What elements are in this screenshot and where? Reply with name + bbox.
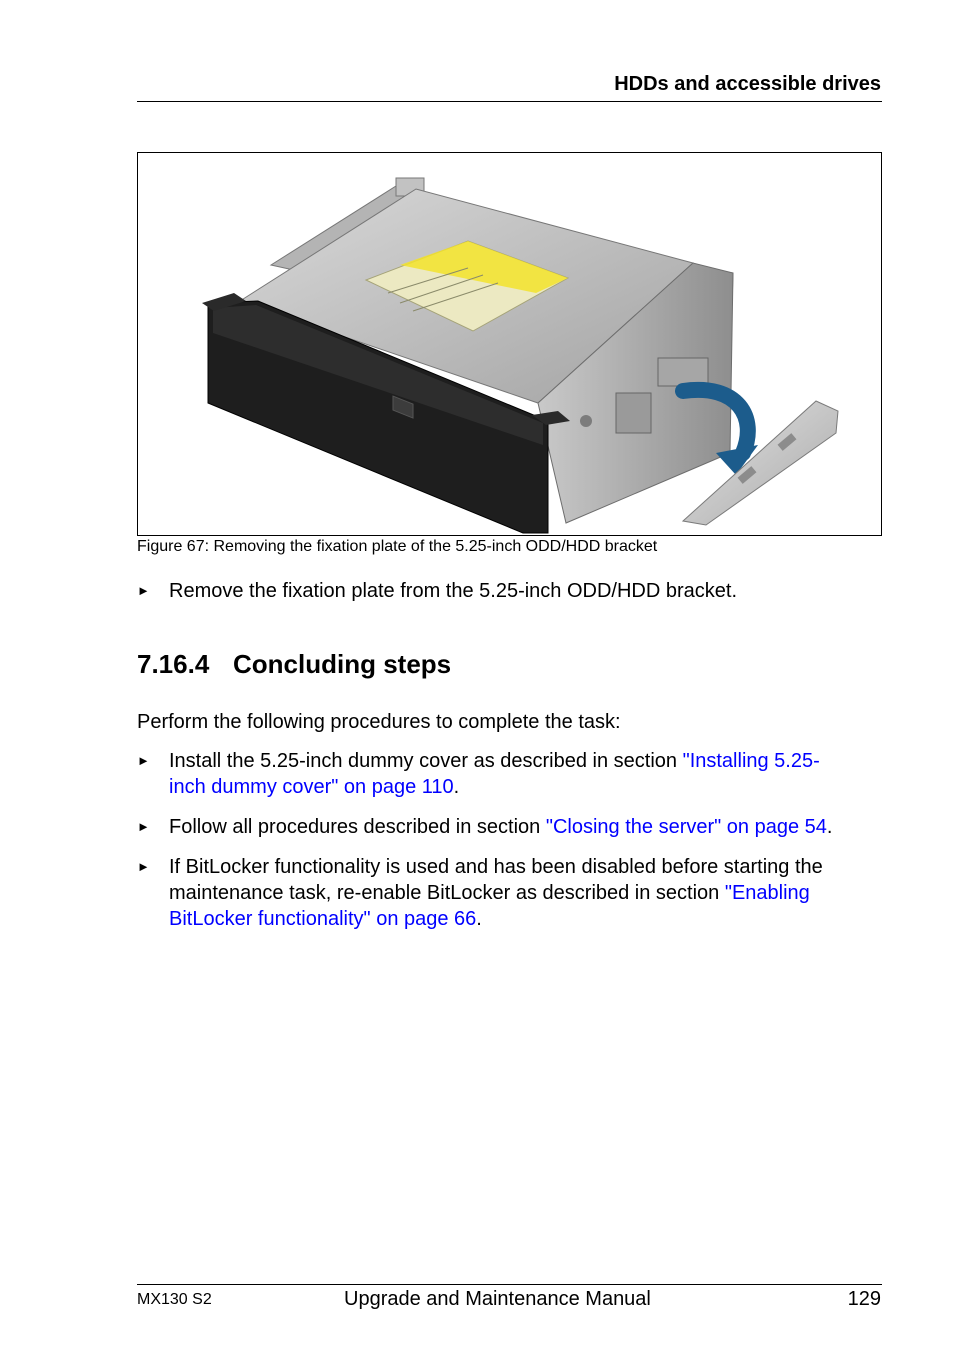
step-text-end: . bbox=[826, 816, 833, 838]
link-installing-dummy-cover[interactable]: "Installing 5.25- bbox=[682, 750, 820, 772]
footer-model: MX130 S2 bbox=[137, 1291, 212, 1308]
bullet-arrow-icon: ► bbox=[137, 583, 150, 598]
step-text: If BitLocker functionality is used and has been disabled before starting the bbox=[169, 856, 823, 878]
link-closing-server[interactable]: "Closing the server" on page 54 bbox=[545, 816, 827, 838]
step-closing-server bbox=[137, 814, 882, 840]
figure-frame bbox=[137, 152, 882, 536]
bullet-arrow-icon: ► bbox=[137, 819, 150, 834]
link-installing-dummy-cover-cont[interactable]: inch dummy cover" on page 110 bbox=[169, 776, 454, 798]
link-enabling-bitlocker[interactable]: "Enabling bbox=[724, 882, 810, 904]
step-text: Install the 5.25-inch dummy cover as described in section bbox=[169, 750, 683, 772]
section-title: Concluding steps bbox=[233, 649, 452, 679]
running-header: HDDs and accessible drives bbox=[614, 73, 881, 95]
section-number: 7.16.4 bbox=[137, 649, 210, 679]
footer-page-number: 129 bbox=[847, 1288, 881, 1310]
header-rule bbox=[137, 101, 882, 102]
step-text: Remove the fixation plate from the 5.25-inch ODD/HDD bracket. bbox=[169, 580, 738, 602]
bullet-arrow-icon: ► bbox=[137, 859, 150, 874]
figure-caption: Figure 67: Removing the fixation plate of the 5.25-inch ODD/HDD bracket bbox=[137, 538, 658, 555]
step-text-end: . bbox=[476, 908, 482, 930]
step-text-cont: maintenance task, re-enable BitLocker as described in section bbox=[169, 882, 725, 904]
drive-bracket-illustration bbox=[138, 153, 881, 535]
step-text-end: . bbox=[453, 776, 460, 798]
footer-manual-title: Upgrade and Maintenance Manual bbox=[344, 1288, 651, 1310]
step-install-dummy-cover bbox=[137, 748, 882, 800]
section-intro: Perform the following procedures to complete the task: bbox=[137, 711, 621, 733]
bullet-arrow-icon: ► bbox=[137, 753, 150, 768]
footer-rule bbox=[137, 1284, 882, 1285]
link-enabling-bitlocker-cont[interactable]: BitLocker functionality" on page 66 bbox=[169, 908, 477, 930]
section-heading bbox=[137, 648, 451, 680]
step-text: Follow all procedures described in section bbox=[169, 816, 546, 838]
step-reenable-bitlocker bbox=[137, 854, 882, 932]
step-remove-plate bbox=[137, 578, 882, 604]
